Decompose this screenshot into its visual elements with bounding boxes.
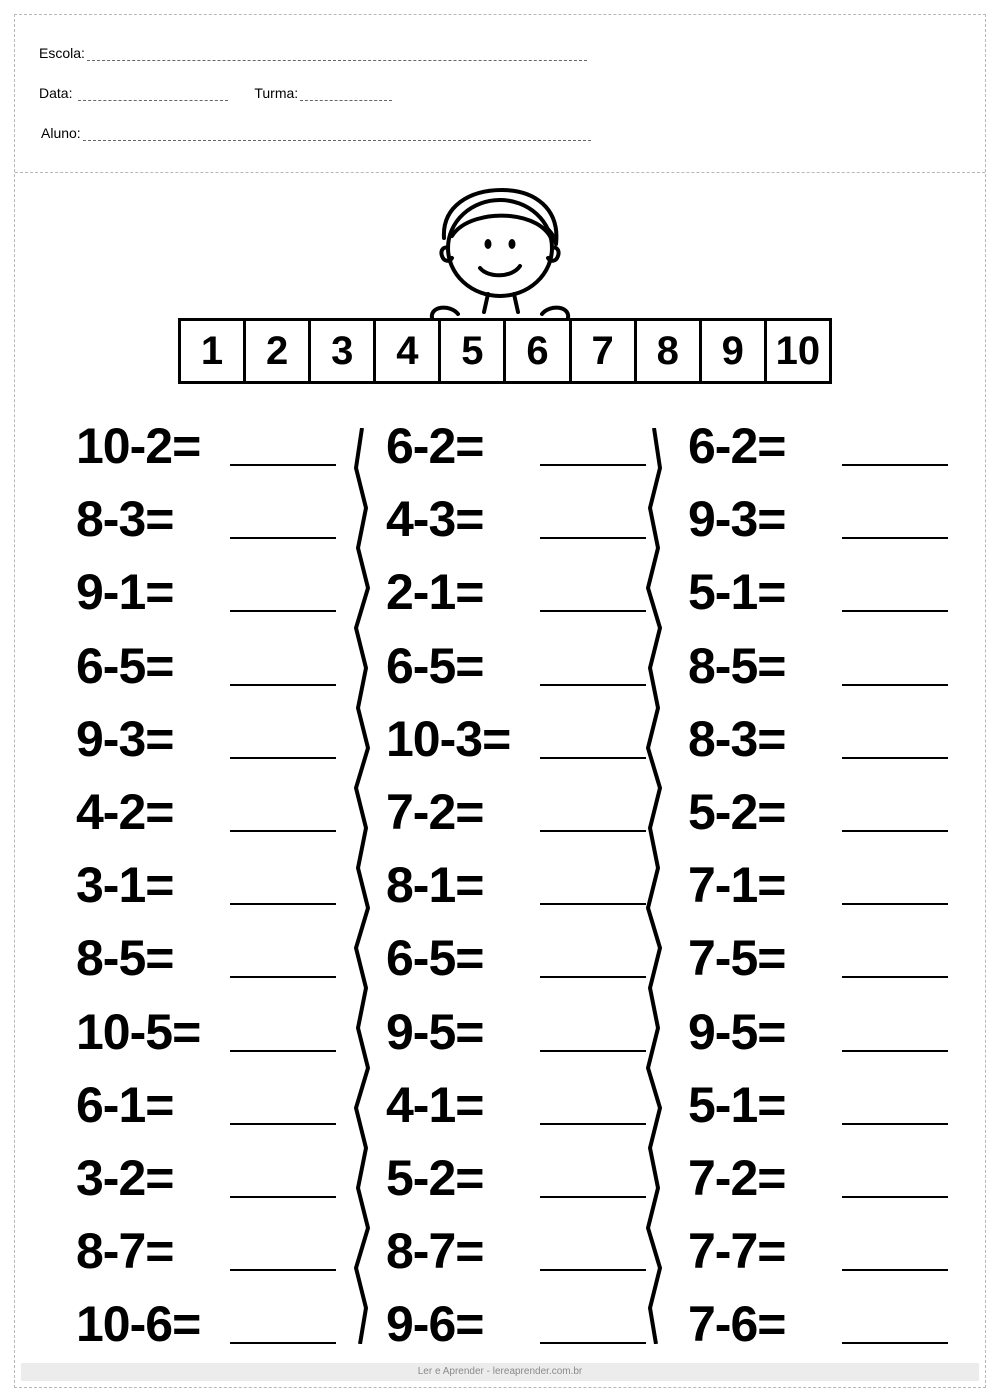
problem-expression: 7-7= (688, 1223, 786, 1280)
problem-expression: 9-3= (76, 710, 174, 767)
answer-blank[interactable] (540, 830, 646, 832)
answer-blank[interactable] (540, 684, 646, 686)
problem-expression: 7-2= (688, 1149, 786, 1206)
problem-column-1 (76, 412, 376, 1363)
subtraction-problem (386, 924, 686, 997)
subtraction-problem (76, 412, 376, 485)
answer-blank[interactable] (540, 1123, 646, 1125)
subtraction-problem (688, 998, 988, 1071)
number-cell: 6 (506, 321, 571, 381)
subtraction-problem (688, 1071, 988, 1144)
answer-blank[interactable] (230, 1342, 336, 1344)
answer-blank[interactable] (540, 1342, 646, 1344)
problem-expression: 8-5= (76, 930, 174, 987)
escola-line (39, 45, 587, 61)
number-cell: 2 (246, 321, 311, 381)
problem-expression: 7-5= (688, 930, 786, 987)
number-cell: 4 (376, 321, 441, 381)
subtraction-problem (76, 998, 376, 1071)
problem-expression: 8-5= (688, 637, 786, 694)
answer-blank[interactable] (842, 757, 948, 759)
number-cell: 9 (702, 321, 767, 381)
answer-blank[interactable] (540, 537, 646, 539)
subtraction-problem (386, 1144, 686, 1217)
subtraction-problem (688, 778, 988, 851)
problem-expression: 10-3= (386, 710, 511, 767)
subtraction-problem (688, 632, 988, 705)
problem-expression: 9-1= (76, 564, 174, 621)
problem-expression: 3-1= (76, 857, 174, 914)
number-cell: 3 (311, 321, 376, 381)
subtraction-problem (688, 1217, 988, 1290)
subtraction-problem (386, 412, 686, 485)
subtraction-problem (688, 705, 988, 778)
subtraction-problem (688, 1290, 988, 1363)
number-cell: 8 (637, 321, 702, 381)
answer-blank[interactable] (230, 1050, 336, 1052)
problem-expression: 5-2= (386, 1149, 484, 1206)
answer-blank[interactable] (540, 1050, 646, 1052)
answer-blank[interactable] (230, 464, 336, 466)
answer-blank[interactable] (230, 903, 336, 905)
subtraction-problem (76, 705, 376, 778)
subtraction-problem (386, 558, 686, 631)
answer-blank[interactable] (842, 1123, 948, 1125)
subtraction-problem (76, 558, 376, 631)
number-cell: 10 (775, 329, 821, 373)
problem-expression: 9-5= (688, 1003, 786, 1060)
problem-expression: 6-5= (76, 637, 174, 694)
problem-expression: 10-2= (76, 418, 201, 474)
problem-expression: 5-1= (688, 1076, 786, 1133)
aluno-label: Aluno: (41, 125, 81, 141)
answer-blank[interactable] (842, 830, 948, 832)
problem-expression: 9-3= (688, 491, 786, 548)
answer-blank[interactable] (842, 1050, 948, 1052)
answer-blank[interactable] (540, 1269, 646, 1271)
answer-blank[interactable] (230, 537, 336, 539)
data-label: Data: (39, 85, 73, 101)
problem-expression: 5-1= (688, 564, 786, 621)
answer-blank[interactable] (230, 684, 336, 686)
problem-expression: 8-3= (76, 491, 174, 548)
subtraction-problem (76, 924, 376, 997)
answer-blank[interactable] (842, 610, 948, 612)
worksheet-header (15, 15, 985, 173)
subtraction-problem (386, 1217, 686, 1290)
problem-expression: 8-3= (688, 710, 786, 767)
subtraction-problem (76, 1071, 376, 1144)
answer-blank[interactable] (842, 537, 948, 539)
problem-expression: 10-6= (76, 1296, 201, 1353)
answer-blank[interactable] (540, 903, 646, 905)
subtraction-problem (688, 851, 988, 924)
subtraction-problem (386, 851, 686, 924)
subtraction-problem (386, 778, 686, 851)
data-line (39, 85, 392, 101)
escola-field[interactable] (87, 48, 587, 61)
problem-expression: 8-7= (76, 1223, 174, 1280)
problem-expression: 4-3= (386, 491, 484, 548)
number-line-strip (178, 318, 832, 384)
answer-blank[interactable] (842, 976, 948, 978)
answer-blank[interactable] (842, 464, 948, 466)
problem-expression: 6-1= (76, 1076, 174, 1133)
answer-blank[interactable] (842, 684, 948, 686)
problem-expression: 8-7= (386, 1223, 484, 1280)
subtraction-problem (386, 705, 686, 778)
number-cell: 1 (181, 321, 246, 381)
problem-expression: 6-2= (386, 418, 484, 474)
subtraction-problem (386, 998, 686, 1071)
turma-label: Turma: (254, 85, 299, 101)
answer-blank[interactable] (230, 1196, 336, 1198)
turma-field[interactable] (300, 88, 392, 101)
data-field[interactable] (78, 88, 228, 101)
problem-expression: 8-1= (386, 857, 484, 914)
subtraction-problem (688, 485, 988, 558)
problem-expression: 5-2= (688, 783, 786, 840)
problem-expression: 2-1= (386, 564, 484, 621)
problem-expression: 3-2= (76, 1149, 174, 1206)
answer-blank[interactable] (230, 830, 336, 832)
problem-expression: 6-5= (386, 637, 484, 694)
problem-expression: 10-5= (76, 1003, 201, 1060)
answer-blank[interactable] (842, 1196, 948, 1198)
problem-expression: 6-2= (688, 418, 786, 474)
subtraction-problem (688, 558, 988, 631)
subtraction-problem (386, 1290, 686, 1363)
column-divider-zigzag (642, 428, 666, 1344)
subtraction-problem (386, 632, 686, 705)
subtraction-problem (688, 412, 988, 485)
answer-blank[interactable] (230, 757, 336, 759)
problem-expression: 7-6= (688, 1296, 786, 1353)
subtraction-problem (688, 924, 988, 997)
answer-blank[interactable] (540, 1196, 646, 1198)
subtraction-problem (76, 632, 376, 705)
answer-blank[interactable] (230, 976, 336, 978)
answer-blank[interactable] (842, 903, 948, 905)
problem-expression: 9-6= (386, 1296, 484, 1353)
aluno-line (41, 125, 591, 141)
problem-expression: 7-1= (688, 857, 786, 914)
answer-blank[interactable] (540, 757, 646, 759)
answer-blank[interactable] (842, 1342, 948, 1344)
subtraction-problem (386, 485, 686, 558)
subtraction-problem (76, 485, 376, 558)
problem-expression: 7-2= (386, 783, 484, 840)
column-divider-zigzag (350, 428, 374, 1344)
answer-blank[interactable] (540, 610, 646, 612)
subtraction-problem (76, 851, 376, 924)
footer-bar: Ler e Aprender - lereaprender.com.br (21, 1363, 979, 1381)
answer-blank[interactable] (230, 1269, 336, 1271)
aluno-field[interactable] (83, 128, 591, 141)
problem-expression: 9-5= (386, 1003, 484, 1060)
subtraction-problem (76, 778, 376, 851)
answer-blank[interactable] (842, 1269, 948, 1271)
subtraction-problem (76, 1144, 376, 1217)
problem-expression: 4-2= (76, 783, 174, 840)
answer-blank[interactable] (230, 1123, 336, 1125)
number-cell: 7 (572, 321, 637, 381)
answer-blank[interactable] (230, 610, 336, 612)
answer-blank[interactable] (540, 976, 646, 978)
problem-expression: 4-1= (386, 1076, 484, 1133)
child-mascot-illustration (422, 186, 578, 326)
escola-label: Escola: (39, 45, 85, 61)
problem-expression: 6-5= (386, 930, 484, 987)
problem-column-3 (688, 412, 988, 1363)
subtraction-problem (688, 1144, 988, 1217)
subtraction-problem (76, 1217, 376, 1290)
number-cell: 5 (441, 321, 506, 381)
problem-column-2 (386, 412, 686, 1363)
subtraction-problem (76, 1290, 376, 1363)
answer-blank[interactable] (540, 464, 646, 466)
subtraction-problem (386, 1071, 686, 1144)
